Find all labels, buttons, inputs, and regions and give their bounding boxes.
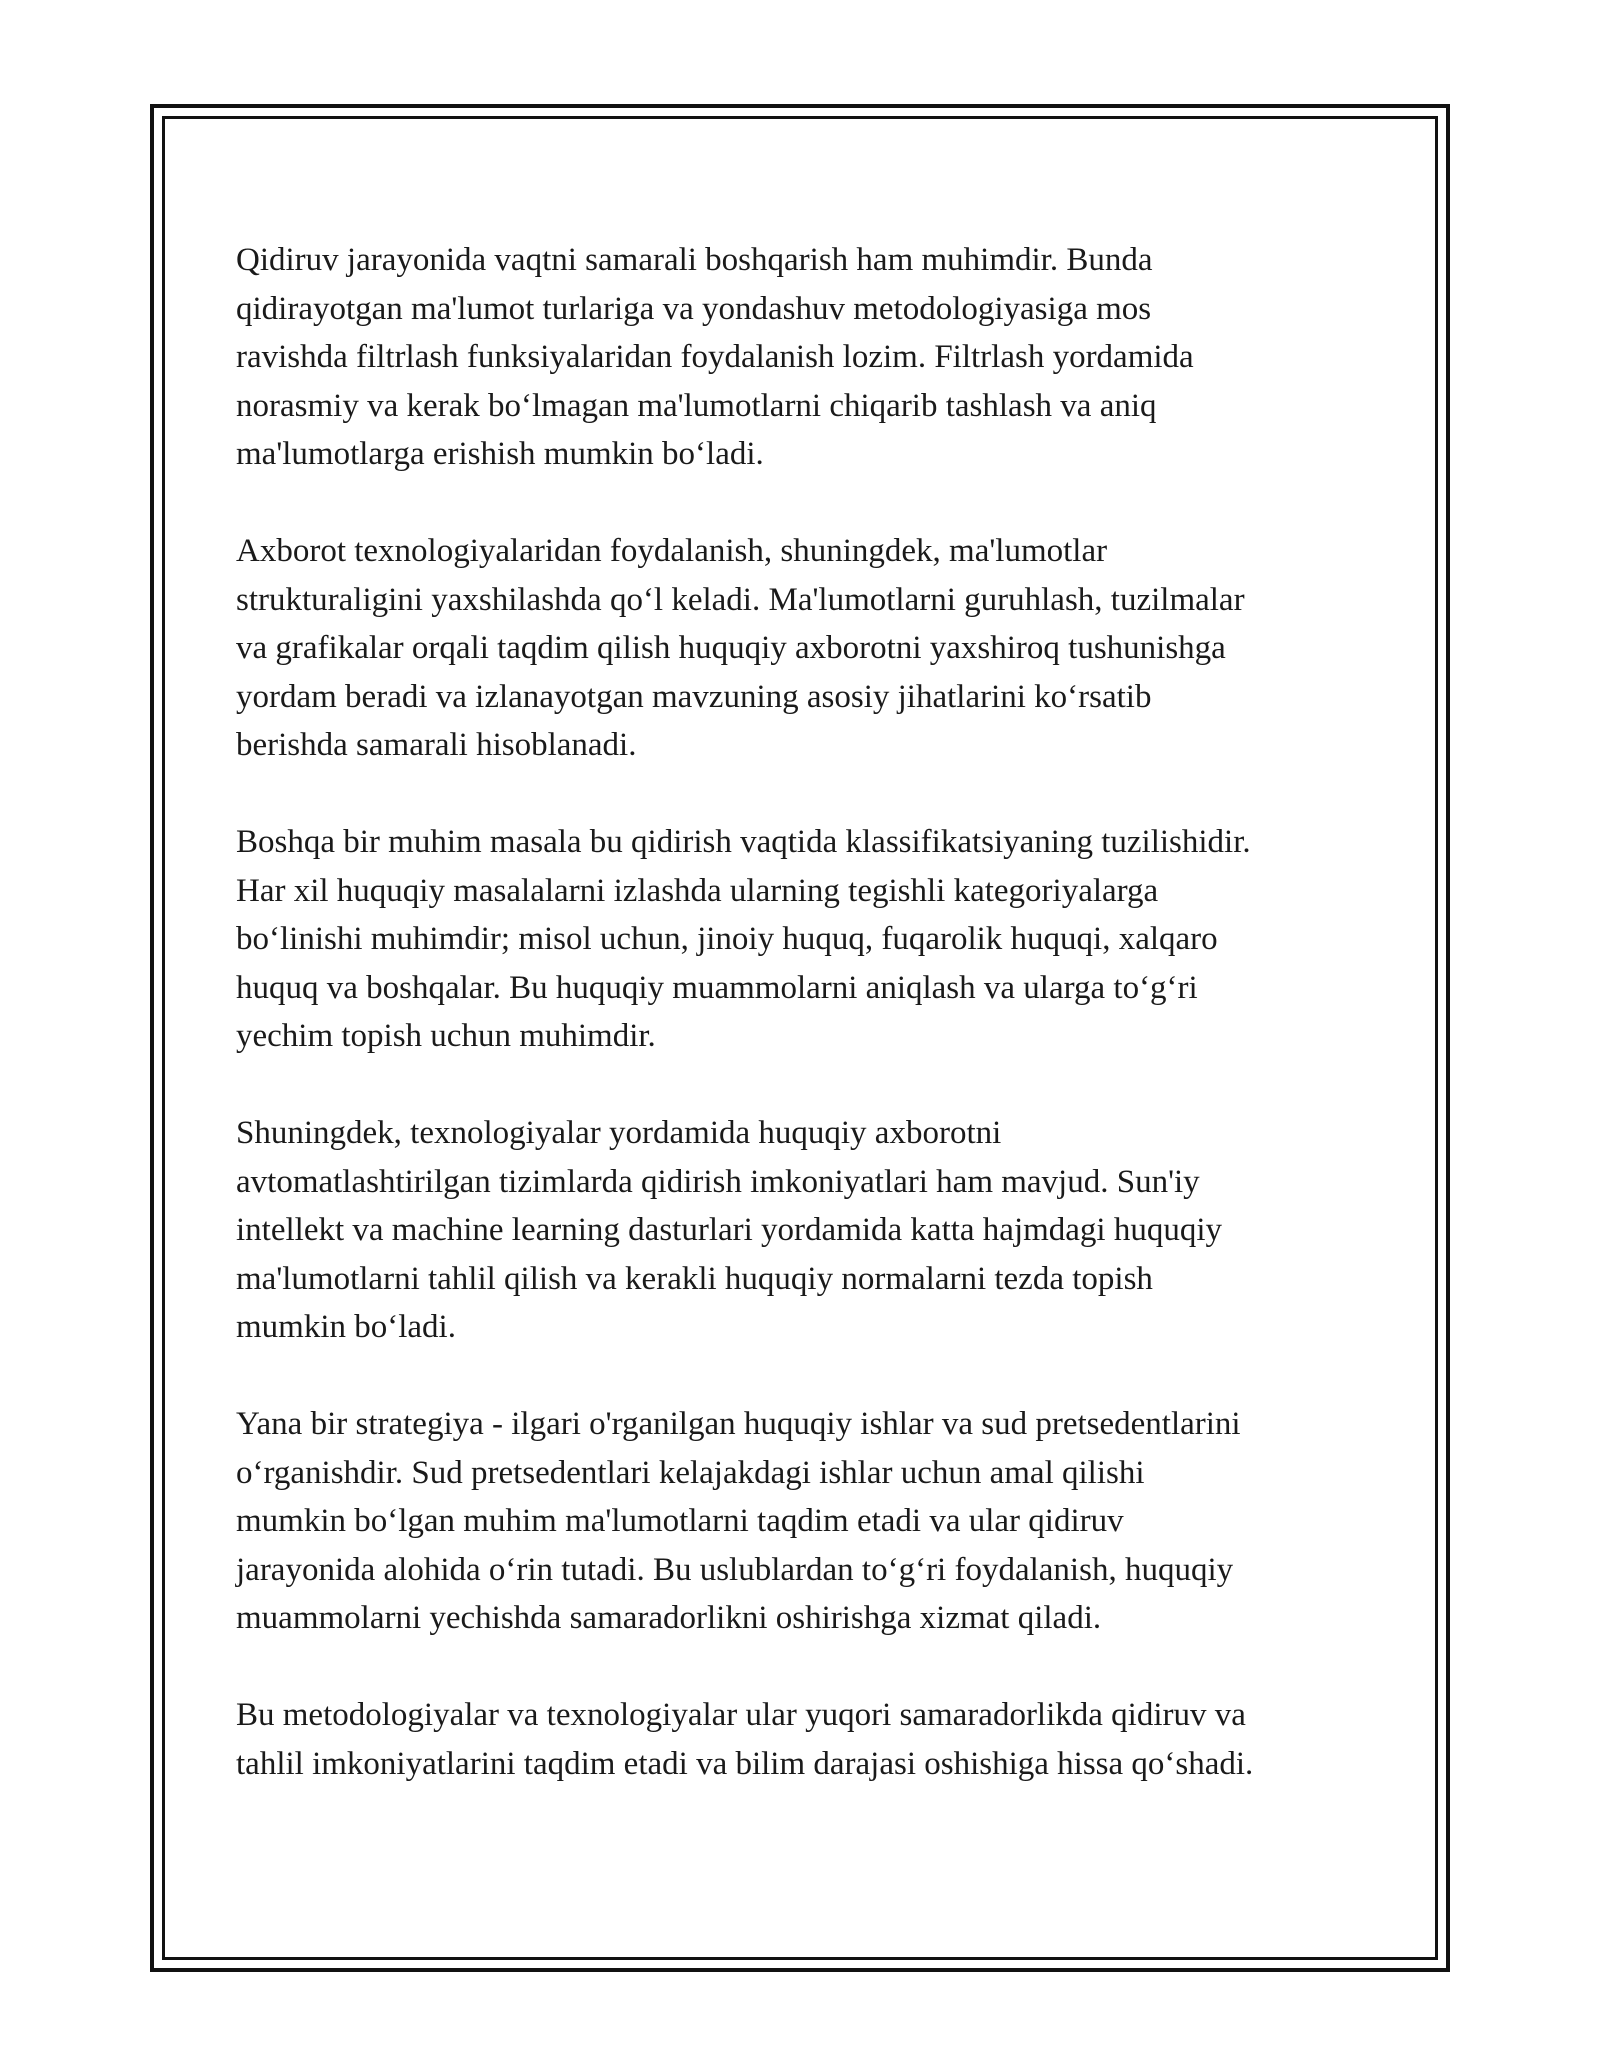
paragraph-5: [236, 1400, 1382, 1643]
paragraph-line: va grafikalar orqali taqdim qilish huquqiy axborotni yaxshiroq tushunishga: [236, 630, 1226, 666]
paragraph-line: norasmiy va kerak boʻlmagan ma'lumotlarni chiqarib tashlash va aniq: [236, 387, 1157, 424]
paragraph-line: mumkin boʻlgan muhim ma'lumotlarni taqdim etadi va ular qidiruv: [236, 1503, 1124, 1539]
paragraph-line: Shuningdek, texnologiyalar yordamida huquqiy axborotni: [236, 1115, 1002, 1151]
paragraph-line: Har xil huquqiy masalalarni izlashda ularning tegishli kategoriyalarga: [236, 872, 1159, 909]
paragraph-line: ma'lumotlarga erishish mumkin boʻladi.: [236, 436, 764, 472]
paragraph-line: Boshqa bir muhim masala bu qidirish vaqtida klassifikatsiyaning tuzilishidir.: [236, 824, 1251, 860]
paragraph-3: [236, 818, 1382, 1061]
paragraph-line: Bu metodologiyalar va texnologiyalar ular yuqori samaradorlikda qidiruv va: [236, 1697, 1246, 1733]
paragraph-line: strukturaligini yaxshilashda qoʻl keladi. Ma'lumotlarni guruhlash, tuzilmalar: [236, 581, 1245, 618]
paragraph-1: [236, 236, 1382, 479]
paragraph-line: qidirayotgan ma'lumot turlariga va yondashuv metodologiyasiga mos: [236, 290, 1152, 327]
paragraph-line: oʻrganishdir. Sud pretsedentlari kelajakdagi ishlar uchun amal qilishi: [236, 1454, 1145, 1491]
paragraph-4: [236, 1109, 1382, 1352]
paragraph-line: berishda samarali hisoblanadi.: [236, 727, 637, 763]
paragraph-line: huquq va boshqalar. Bu huquqiy muammolarni aniqlash va ularga toʻgʻri: [236, 969, 1198, 1006]
paragraph-line: yechim topish uchun muhimdir.: [236, 1018, 656, 1054]
paragraph-line: avtomatlashtirilgan tizimlarda qidirish imkoniyatlari ham mavjud. Sun'iy: [236, 1163, 1200, 1200]
paragraph-line: Yana bir strategiya - ilgari o'rganilgan huquqiy ishlar va sud pretsedentlarini: [236, 1406, 1241, 1442]
paragraph-line: boʻlinishi muhimdir; misol uchun, jinoiy huquq, fuqarolik huquqi, xalqaro: [236, 921, 1218, 957]
paragraph-line: tahlil imkoniyatlarini taqdim etadi va bilim darajasi oshishiga hissa qoʻshadi.: [236, 1745, 1254, 1782]
document-body: [236, 236, 1382, 1788]
paragraph-line: ravishda filtrlash funksiyalaridan foydalanish lozim. Filtrlash yordamida: [236, 339, 1194, 375]
paragraph-line: Axborot texnologiyalaridan foydalanish, shuningdek, ma'lumotlar: [236, 533, 1108, 569]
paragraph-2: [236, 527, 1382, 770]
paragraph-6: [236, 1691, 1382, 1788]
paragraph-line: yordam beradi va izlanayotgan mavzuning asosiy jihatlarini koʻrsatib: [236, 678, 1152, 715]
paragraph-line: ma'lumotlarni tahlil qilish va kerakli huquqiy normalarni tezda topish: [236, 1260, 1153, 1297]
paragraph-line: muammolarni yechishda samaradorlikni oshirishga xizmat qiladi.: [236, 1600, 1102, 1636]
paragraph-line: mumkin boʻladi.: [236, 1309, 456, 1345]
paragraph-line: Qidiruv jarayonida vaqtni samarali boshqarish ham muhimdir. Bunda: [236, 242, 1153, 278]
paragraph-line: intellekt va machine learning dasturlari yordamida katta hajmdagi huquqiy: [236, 1212, 1223, 1248]
paragraph-line: jarayonida alohida oʻrin tutadi. Bu uslublardan toʻgʻri foydalanish, huquqiy: [236, 1551, 1234, 1588]
